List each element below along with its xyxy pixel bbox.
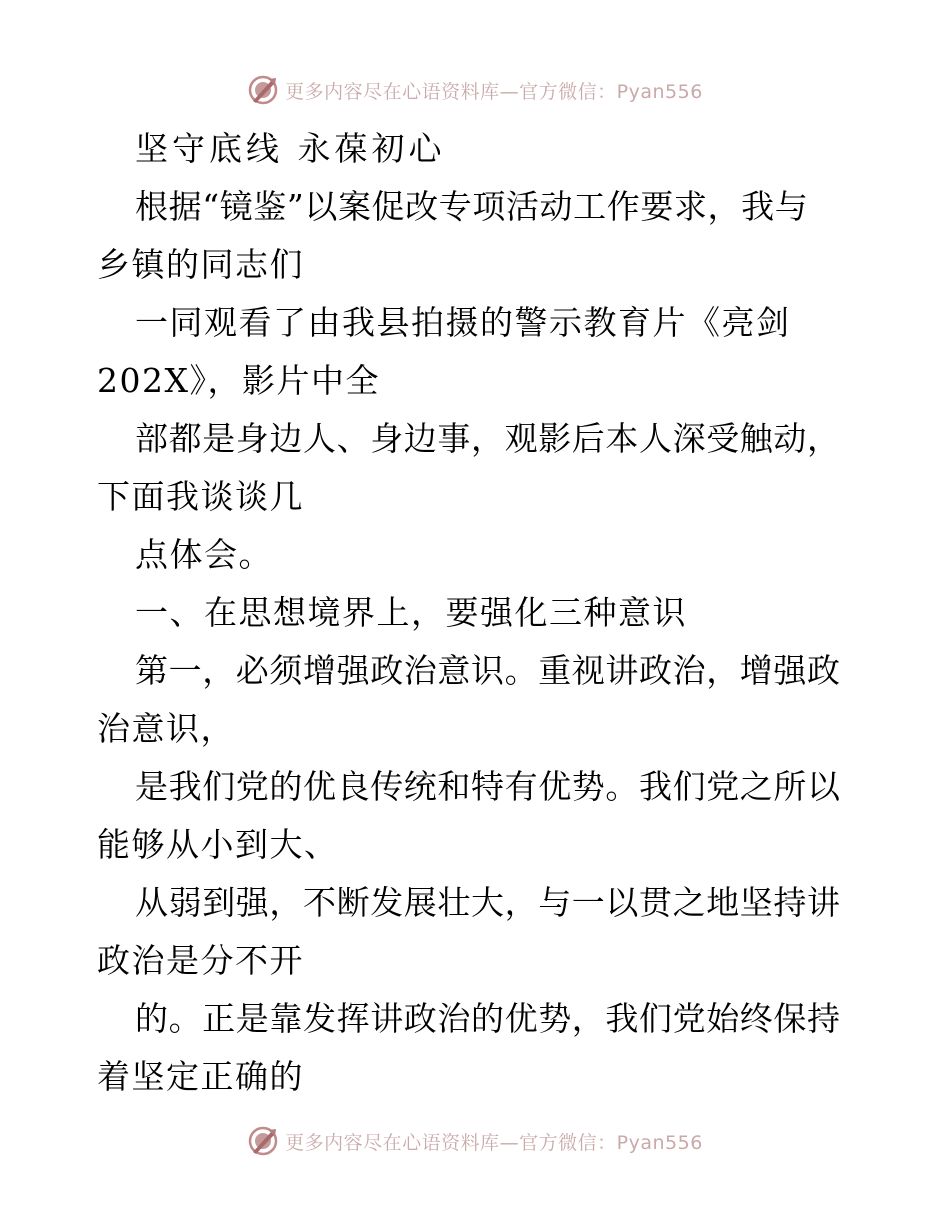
quill-seal-icon <box>247 1125 279 1157</box>
paragraph-line: 着坚定正确的 <box>97 1057 304 1096</box>
paragraph-line: 政治是分不开 <box>97 941 304 980</box>
header-watermark-banner <box>0 73 950 107</box>
paragraph-line: 根据“镜鉴”以案促改专项活动工作要求，我与 <box>135 187 809 226</box>
watermark-text: 更多内容尽在心语资料库—官方微信：Pyan556 <box>285 1131 703 1154</box>
paragraph-line: 能够从小到大、 <box>97 825 339 864</box>
paragraph-line: 是我们党的优良传统和特有优势。我们党之所以 <box>135 767 841 806</box>
footer-watermark-banner <box>0 1124 950 1158</box>
paragraph-line: 乡镇的同志们 <box>97 245 304 284</box>
watermark-text: 更多内容尽在心语资料库—官方微信：Pyan556 <box>285 80 703 103</box>
document-title: 坚守底线 永葆初心 <box>135 129 446 168</box>
paragraph-line: 202X》，影片中全 <box>97 361 380 400</box>
paragraph-line: 点体会。 <box>135 535 273 574</box>
section-heading: 一、在思想境界上，要强化三种意识 <box>135 593 687 632</box>
paragraph-line: 的。正是靠发挥讲政治的优势，我们党始终保持 <box>135 999 841 1038</box>
paragraph-line: 治意识， <box>97 709 235 748</box>
paragraph-line: 从弱到强，不断发展壮大，与一以贯之地坚持讲 <box>135 883 841 922</box>
paragraph-line: 下面我谈谈几 <box>97 477 304 516</box>
paragraph-line: 一同观看了由我县拍摄的警示教育片《亮剑 <box>135 303 791 342</box>
paragraph-line: 第一，必须增强政治意识。重视讲政治，增强政 <box>135 651 841 690</box>
paragraph-line: 部都是身边人、身边事，观影后本人深受触动， <box>135 419 841 458</box>
quill-seal-icon <box>247 74 279 106</box>
